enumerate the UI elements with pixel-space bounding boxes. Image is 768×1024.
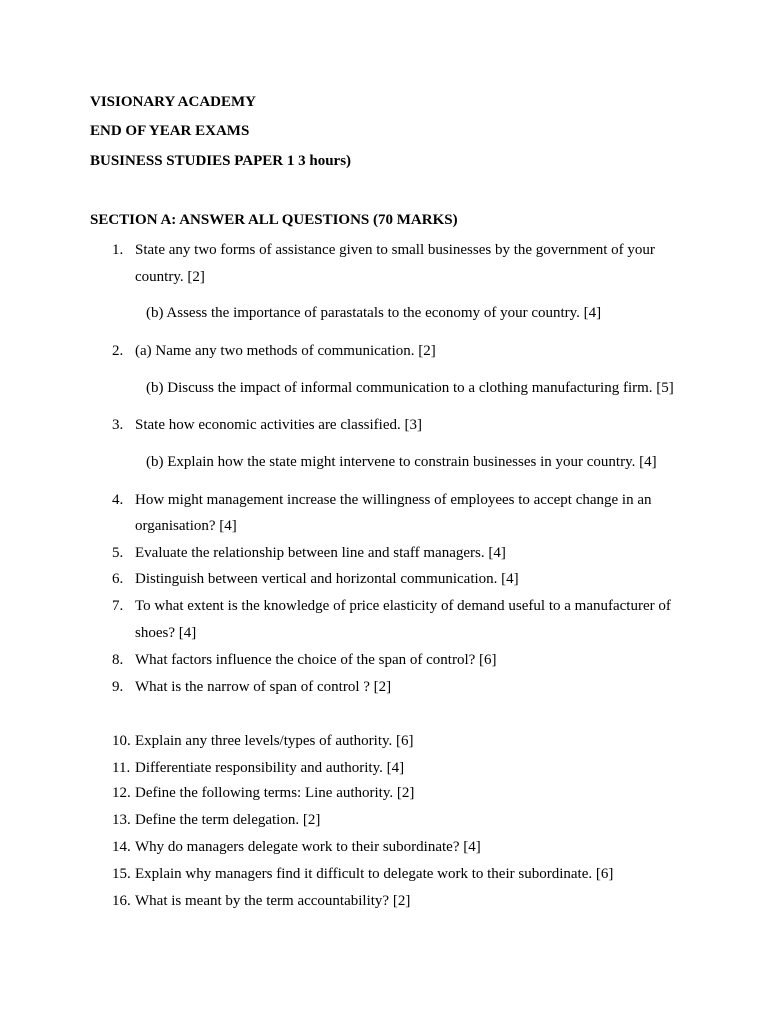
question-text: Define the term delegation. [2] [135, 812, 321, 828]
question-number: 9. [112, 679, 124, 695]
question-text: Explain why managers find it difficult to delegate work to their subordinate. [6] [135, 866, 614, 882]
question-number: 14. [112, 839, 131, 855]
question-text: What is the narrow of span of control ? [2] [135, 679, 392, 695]
question-number: 7. [112, 598, 124, 614]
question-text-continued: country. [2] [135, 269, 205, 285]
question-number: 16. [112, 893, 131, 909]
question-number: 12. [112, 785, 131, 801]
question-text: What factors influence the choice of the span of control? [6] [135, 652, 497, 668]
question-number: 13. [112, 812, 131, 828]
question-text: Explain any three levels/types of authority. [6] [135, 733, 414, 749]
section-title: SECTION A: ANSWER ALL QUESTIONS (70 MARKS) [90, 212, 458, 228]
question-text: State how economic activities are classified. [3] [135, 417, 422, 433]
question-text: (a) Name any two methods of communication. [2] [135, 343, 436, 359]
question-number: 2. [112, 343, 124, 359]
question-text: How might management increase the willingness of employees to accept change in an [135, 492, 652, 508]
question-number: 10. [112, 733, 131, 749]
question-number: 1. [112, 242, 124, 258]
question-text: State any two forms of assistance given to small businesses by the government of your [135, 242, 655, 258]
question-subpart: (b) Assess the importance of parastatals to the economy of your country. [4] [146, 305, 602, 321]
question-number: 15. [112, 866, 131, 882]
question-text-continued: organisation? [4] [135, 518, 237, 534]
question-text: Define the following terms: Line authority. [2] [135, 785, 415, 801]
question-text: What is meant by the term accountability? [2] [135, 893, 411, 909]
question-text: Evaluate the relationship between line and staff managers. [4] [135, 545, 506, 561]
question-number: 11. [112, 760, 131, 776]
question-number: 8. [112, 652, 124, 668]
question-subpart: (b) Discuss the impact of informal communication to a clothing manufacturing firm. [5] [146, 380, 674, 396]
question-text: Differentiate responsibility and authority. [4] [135, 760, 405, 776]
question-text-continued: shoes? [4] [135, 625, 197, 641]
question-text: Distinguish between vertical and horizontal communication. [4] [135, 571, 519, 587]
question-number: 3. [112, 417, 124, 433]
paper-title: BUSINESS STUDIES PAPER 1 3 hours) [90, 153, 352, 169]
question-text: Why do managers delegate work to their subordinate? [4] [135, 839, 481, 855]
question-number: 6. [112, 571, 124, 587]
question-subpart: (b) Explain how the state might intervene to constrain businesses in your country. [4] [146, 454, 657, 470]
question-number: 5. [112, 545, 124, 561]
question-number: 4. [112, 492, 124, 508]
question-text: To what extent is the knowledge of price elasticity of demand useful to a manufacturer of [135, 598, 671, 614]
school-name: VISIONARY ACADEMY [90, 94, 257, 110]
exam-title: END OF YEAR EXAMS [90, 123, 250, 139]
